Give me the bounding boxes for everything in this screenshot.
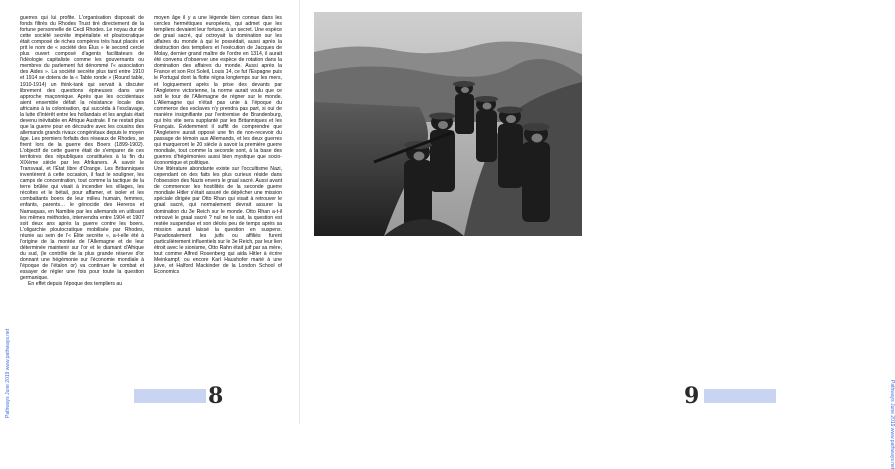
photo-illustration bbox=[314, 12, 582, 236]
text-column-1 bbox=[20, 15, 144, 408]
paragraph: moyen âge il y a une légende bien connue dans les cercles hermétiques européens, qui admet que les templiers devaient leur fortune, à un secret. Une espèce de graal sacré, qui octroyait la domination sur les affaires du monde à qui le possédait, aussi après la destruction des templiers et l'exécution de Jacques de Molay, dernier grand maître de l'ordre en 1314, il aurait été convenu d'observer une espèce de rotation dans la domination des affaires du monde. Aussi après la France et son Roi Soleil, Louis 14, ce fut l'Espagne puis le Portugal dont la flotte régna longtemps sur les mers, et logiquement après la prise des devants par l'Angleterre victorienne, la norme aurait voulu que ce soit le tour de l'Allemagne de régner sur le monde. L'Allemagne qui n'était pas unie à l'époque du commerce des esclaves n'y prendra pas part, si oui de manière insignifiante par l'entremise de Brandenburg, qui très vite sera supplanté par les Britanniques et les Français. Évidemment il suffit de comprendre que l'Angleterre aurait opposé une fin de non-recevoir du passage de témoin aux Allemands, et les deux guerres qui marqueront le 20 siècle à savoir la première guerre mondiale, tout comme la seconde sont, à la base des guerres d'hégémonies aussi bien mystique que socio-économique et politique. bbox=[154, 15, 282, 167]
text-column-2 bbox=[154, 15, 282, 367]
page-number: 8 bbox=[208, 383, 224, 409]
page-number: 9 bbox=[684, 383, 700, 409]
trench-soldiers-photo bbox=[314, 12, 582, 236]
paragraph: En effet depuis l'époque des templiers au bbox=[28, 281, 123, 288]
side-tag: Pathways June 2019 www.pathways.net bbox=[889, 380, 895, 469]
paragraph: Une littérature abondante existe sur l'occultisme Nazi, cependant on des faits les plus curieux réside dans l'obsession des Nazis envers le graal sacré. Aussi avant de commencer les hostilités de la seconde guerre mondiale Hitler s'était assuré de dépêcher une mission spéciale dirigée par Otto Rhan qui visait à retrouver le graal sacré, qui normalement devrait assurer la domination du 3e Reich sur le monde. Otto Rhan a-t-il retrouvé le graal sacré ? nul ne le sait, la question est restée suspendue et son décès peu de temps après sa mission aurait laissé la question en suspens. Paradoxalement les juifs ou affiliés furent particulièrement influentiels sur le 3e Reich, par leur lien étroit avec le sionisme, Otto Rahn était juif par sa mère, tout comme Alfred Rosenberg qui aida Hitler à écrire Meinkampf, ou encore Karl Haushofer marié à une juive, et Halford Mackinder de la London School of Economics bbox=[154, 166, 282, 275]
side-tag: Pathways June 2019 www.pathways.net bbox=[5, 328, 11, 418]
left-page bbox=[0, 0, 300, 424]
paragraph: guerres qui lui profite. L'organisation disposait de fonds filtrés du Rhodes Trust tiré directement de la fortune personnelle de Cecil Rhodes. Le noyau dur de cette société secrète impérialiste et ploutocratique était composé de riches compères très haut placés et prit le nom de « société des Élus » le second cercle plus ouvert composé d'agents facilitateurs de l'idéologie capitaliste comme les gouvernants ou membres du parlement fut dénommé l'« association des Aides ». La société secrète plus tard entre 1910 et 1914 se dotera de la « Table ronde » (Round table, 1910-1914) un think-tank qui servait à discuter librement des questions épineuses dans une approche maçonnique. Après que les occidentaux aient ensemble défait la résistance locale des africains à la colonisation, qui succéda à l'esclavage, la lutte d'intérêt entre les hollandais et les anglais était devenu inévitable en Afrique Australe. Il ne restait plus que la guerre pour en découdre avec les cousins des allemands grands rivaux congénitaux depuis le moyen âge. Les premiers forfaits des réseaux de Rhodes, se firent lors de la guerre des Boers (1899-1902). L'objectif de cette guerre était de s'emparer de ces territoires des républiques constituées à la fin du XIXème siècle par les Afrikaners. À savoir le Transvaal, et l'État libre d'Orange. Les Britanniques inventèrent à cette occasion, il faut le souligner, les camps de concentration, tout comme la tactique de la terre brûlée qui visait à incendier les villages, les récoltes et le bétail, pour affamer, et isoler et les combattants boers de leur milieu humain, femmes, enfants, parents… le génocide des Hereros et Namaquas, en Namibie par les allemands en utilisant les mêmes méthodes, intervendra entre 1904 et 1907 soit deux ans après la guerre contre les boers. L'oligarchie ploutocratique mobilisée par Rhodes, réunie au sein de l'« Élite secrète », a-t-elle été à l'origine de la montée de l'Allemagne et de leur déterminée maintenir sur l'or et le diamant d'Afrique du sud, (le contrôle de la plus grande réserve d'or donnant une hégémonie sur l'économie mondiale à l'époque de l'étalon or) va continuer le combat et essayer de régler une fois pour toute la question germanique. bbox=[20, 15, 144, 282]
page-number-band bbox=[704, 389, 776, 403]
page-number-band bbox=[134, 389, 206, 403]
